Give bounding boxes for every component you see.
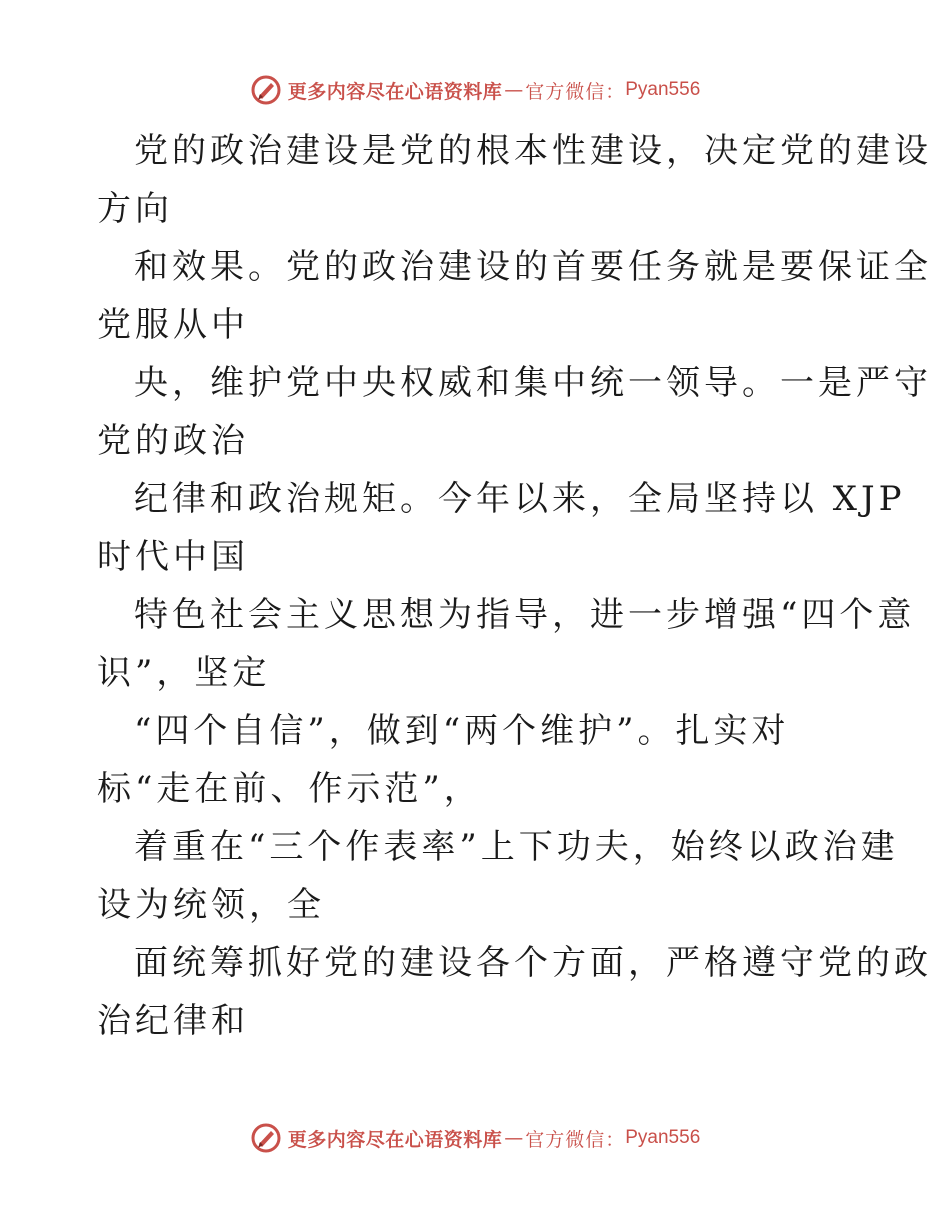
text-line: 党服从中	[97, 305, 249, 345]
footer-banner	[0, 1118, 950, 1158]
pen-logo-icon	[250, 74, 282, 106]
text-line: 设为统领，全	[97, 885, 325, 925]
banner-separator: —	[504, 1127, 524, 1149]
text-line: 着重在“三个作表率”上下功夫，始终以政治建	[134, 827, 899, 867]
banner-official-label: 官方微信：	[525, 80, 626, 103]
text-line: 面统筹抓好党的建设各个方面，严格遵守党的政	[134, 943, 932, 983]
text-line: 和效果。党的政治建设的首要任务就是要保证全	[134, 247, 932, 287]
banner-official-label: 官方微信：	[525, 1128, 626, 1151]
text-line: “四个自信”，做到“两个维护”。扎实对	[134, 711, 790, 751]
banner-brand-text: 更多内容尽在心语资料库	[287, 80, 503, 103]
text-line: 标“走在前、作示范”，	[97, 769, 482, 809]
text-line: 党的政治	[97, 421, 249, 461]
text-line: 识”，坚定	[97, 653, 271, 693]
text-line: 方向	[97, 189, 173, 229]
text-line: 时代中国	[97, 537, 249, 577]
text-line: 纪律和政治规矩。今年以来，全局坚持以 XJP	[134, 479, 906, 519]
banner-brand-text: 更多内容尽在心语资料库	[287, 1128, 503, 1151]
pen-logo-icon	[250, 1122, 282, 1154]
text-line: 特色社会主义思想为指导，进一步增强“四个意	[134, 595, 916, 635]
banner-separator: —	[504, 79, 524, 101]
text-line: 党的政治建设是党的根本性建设，决定党的建设	[134, 131, 932, 171]
banner-wechat-id: Pyan556	[625, 1127, 701, 1148]
text-line: 治纪律和	[97, 1001, 249, 1041]
header-banner	[0, 70, 950, 110]
text-line: 央，维护党中央权威和集中统一领导。一是严守	[134, 363, 932, 403]
banner-wechat-id: Pyan556	[625, 79, 701, 100]
